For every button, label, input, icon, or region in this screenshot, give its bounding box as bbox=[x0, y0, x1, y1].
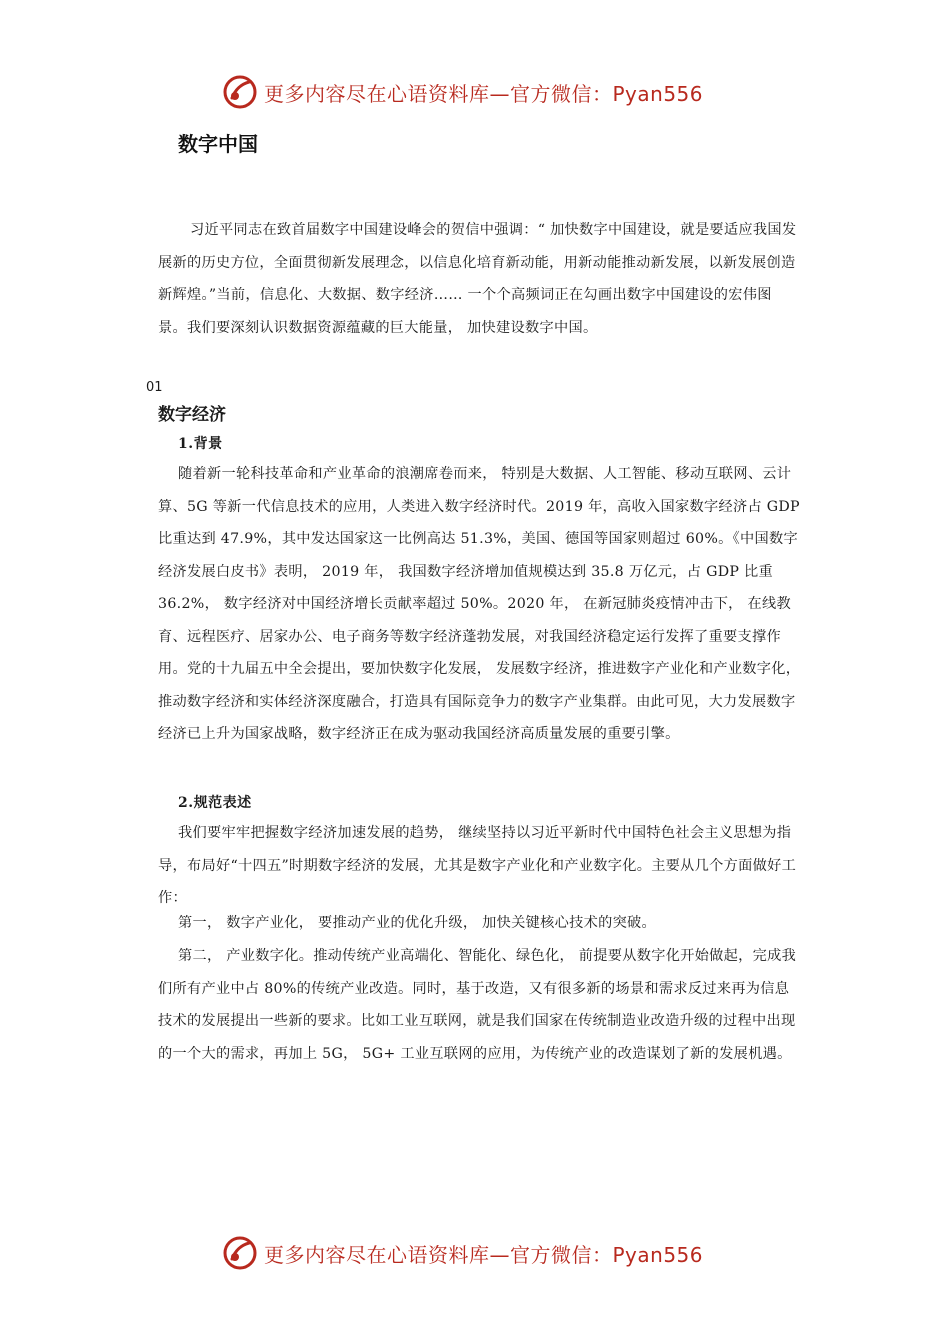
header-banner bbox=[222, 72, 703, 112]
footer-banner bbox=[222, 1233, 703, 1273]
second-point-paragraph: 第二， 产业数字化。推动传统产业高端化、智能化、绿色化， 前提要从数字化开始做起，完成我们所有产业中占 80%的传统产业改造。同时，基于改造，又有很多新的场景和需求反过来再为信息技术的发展提出一些新的要求。比如工业互联网，就是我们国家在传统制造业改造升级的过程中出现的一个大的需求，再加上 5G， 5G+ 工业互联网的应用，为传统产业的改造谋划了新的发展机遇。 bbox=[158, 948, 797, 1062]
header-banner-text: 更多内容尽在心语资料库—官方微信：Pyan556 bbox=[264, 81, 704, 106]
background-paragraph: 随着新一轮科技革命和产业革命的浪潮席卷而来， 特别是大数据、人工智能、移动互联网、云计算、5G 等新一代信息技术的应用，人类进入数字经济时代。2019 年，高收入国家数字经济占 GDP 比重达到 47.9%，其中发达国家这一比例高达 51.3%，美国、德国等国家则超过 60%。《中国数字经济发展白皮书》表明， 2019 年， 我国数字经济增加值规模达到 35.8 万亿元，占 GDP 比重 36.2%， 数字经济对中国经济增长贡献率超过 50%。2020 年， 在新冠肺炎疫情冲击下， 在线教育、远程医疗、居家办公、电子商务等数字经济蓬勃发展，对我国经济稳定运行发挥了重要支撑作用。党的十九届五中全会提出，要加快数字化发展， 发展数字经济，推进数字产业化和产业数字化，推动数字经济和实体经济深度融合，打造具有国际竞争力的数字产业集群。由此可见，大力发展数字经济已上升为国家战略，数字经济正在成为驱动我国经济高质量发展的重要引擎。 bbox=[158, 466, 801, 742]
seal-logo-icon bbox=[222, 1235, 258, 1271]
section-title: 数字经济 bbox=[158, 405, 226, 425]
intro-paragraph: 习近平同志在致首届数字中国建设峰会的贺信中强调：“ 加快数字中国建设，就是要适应我国发展新的历史方位，全面贯彻新发展理念，以信息化培育新动能，用新动能推动新发展，以新发展创造新辉煌。”当前，信息化、大数据、数字经济…… 一个个高频词正在勾画出数字中国建设的宏伟图景。我们要深刻认识数据资源蕴藏的巨大能量， 加快建设数字中国。 bbox=[158, 222, 797, 336]
background-heading: 1.背景 bbox=[178, 436, 223, 452]
document-title: 数字中国 bbox=[178, 132, 258, 156]
normative-heading: 2.规范表述 bbox=[178, 795, 252, 811]
first-point-paragraph: 第一， 数字产业化， 要推动产业的优化升级， 加快关键核心技术的突破。 bbox=[178, 915, 657, 931]
footer-banner-text: 更多内容尽在心语资料库—官方微信：Pyan556 bbox=[264, 1242, 704, 1267]
section-number: 01 bbox=[146, 380, 163, 395]
normative-paragraph: 我们要牢牢把握数字经济加速发展的趋势， 继续坚持以习近平新时代中国特色社会主义思想为指导，布局好“十四五”时期数字经济的发展，尤其是数字产业化和产业数字化。主要从几个方面做好工作： bbox=[158, 825, 797, 906]
seal-logo-icon bbox=[222, 74, 258, 110]
